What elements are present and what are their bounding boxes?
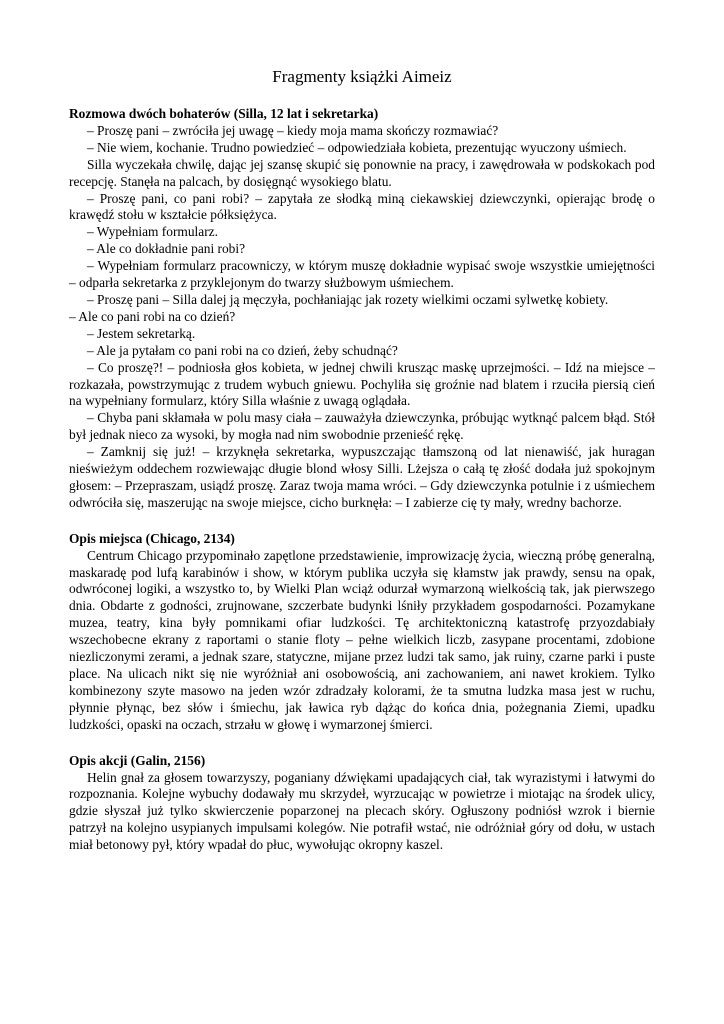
- paragraph: – Chyba pani skłamała w polu masy ciała – zauważyła dziewczynka, próbując wytknąć palcem błąd. Stół był jednak nieco za wysoki, by mogła nad nim swobodnie przenieść rękę.: [69, 410, 655, 443]
- paragraph: Silla wyczekała chwilę, dając jej szansę skupić się ponownie na pracy, i zawędrowała w podskokach pod recepcję. Stanęła na palcach, by dosięgnąć wysokiego blatu.: [69, 156, 655, 189]
- paragraph: – Nie wiem, kochanie. Trudno powiedzieć – odpowiedziała kobieta, prezentując wyuczony uśmiech.: [87, 139, 627, 155]
- paragraph: – Jestem sekretarką.: [87, 325, 196, 341]
- paragraph: Helin gnał za głosem towarzyszy, poganiany dźwiękami upadających ciał, tak wyrazistymi i łatwymi do rozpoznania. Kolejne wybuchy dodawały mu skrzydeł, wyrzucając w powietrze i miotając na środek ulicy, gdzie słyszał już tylko skwierczenie poparzonej na plecach skóry. Ogłuszony podniósł wzrok i biernie patrzył na kolejno usypianych impulsami kolegów. Nie potrafił wstać, nie odróżniał góry od dołu, w ustach miał betonowy pył, który wpadał do płuc, wywołując okropny kaszel.: [69, 769, 655, 853]
- paragraph: – Zamknij się już! – krzyknęła sekretarka, wypuszczając tłamszoną od lat nienawiść, jak huragan nieświeżym oddechem rozwiewając długie blond włosy Silli. Lżejsza o całą tę złość dodała już spokojnym głosem: – Przepraszam, usiądź proszę. Zaraz twoja mama wróci. – Gdy dziewczynka potulnie i z uśmiechem odwróciła się, maszerując na swoje miejsce, cicho burknęła: – I zabierze cię ty mały, wredny bachorze.: [69, 444, 655, 510]
- document-page: [69, 66, 655, 854]
- paragraph: – Co proszę?! – podniosła głos kobieta, w jednej chwili krusząc maskę uprzejmości. – Idź na miejsce – rozkazała, powstrzymując z trudem wybuch gniewu. Pochyliła się groźnie nad blatem i rzuciła piersią cień na wypełniany formularz, który Silla właśnie z uwagą oglądała.: [69, 359, 655, 409]
- section-action: [69, 753, 655, 854]
- paragraph: – Wypełniam formularz pracowniczy, w którym muszę dokładnie wypisać swoje wszystkie umiejętności – odparła sekretarka z przyklejonym do twarzy służbowym uśmiechem.: [69, 258, 655, 291]
- document-title: Fragmenty książki Aimeiz: [272, 67, 452, 86]
- paragraph: Centrum Chicago przypominało zapętlone przedstawienie, improwizację życia, wieczną próbę generalną, maskaradę pod lufą karabinów i show, w którym publika uczyła się kłamstw jak prawdy, sensu na opak, odwróconej logiki, a wszystko to, by Wielki Plan wciąż odurzał wymarzoną wielkością tak, jak pierwszego dnia. Obdarte z godności, zrujnowane, szczerbate budynki lśniły przykładem gospodarności. Pozamykane muzea, teatry, kina były pomnikami ofiar ludzkości. Tę architektoniczną katastrofę przyozdabiały wszechobecne ekrany z raportami o stanie floty – pełne wielkich liczb, zasypane procentami, zdobione niezliczonymi zerami, a jednak szare, statyczne, mijane przez ludzi tak samo, jak ruiny, czarne parki i puste place. Na ulicach nikt się nie wyróżniał ani osobowością, ani zachowaniem, ani nawet krokiem. Tylko kombinezony szyte masowo na jeden wzór zdradzały kolorami, że ta smutna ludzka masa jest w ruchu, płynnie płynąc, bez słów i śmiechu, jak ławica ryb dążąc do końca dnia, pożegnania Ziemi, upadku ludzkości, opaski na oczach, strzału w głowę i wymarzonej śmierci.: [69, 547, 655, 732]
- section-conversation: [69, 106, 655, 512]
- section-place: [69, 531, 655, 734]
- paragraph: – Ale co pani robi na co dzień?: [69, 308, 236, 324]
- paragraph: – Proszę pani, co pani robi? – zapytała ze słodką miną ciekawskiej dziewczynki, opierając brodę o krawędź stołu w kształcie półksiężyca.: [69, 190, 655, 223]
- paragraph: – Wypełniam formularz.: [87, 224, 218, 240]
- paragraph: – Ale co dokładnie pani robi?: [87, 241, 246, 257]
- section-heading: Opis akcji (Galin, 2156): [69, 752, 206, 768]
- paragraph: – Proszę pani – Silla dalej ją męczyła, pochłaniając jak rozety wielkimi oczami sylwetkę kobiety.: [87, 291, 609, 307]
- paragraph: – Proszę pani – zwróciła jej uwagę – kiedy moja mama skończy rozmawiać?: [87, 122, 499, 138]
- section-heading: Rozmowa dwóch bohaterów (Silla, 12 lat i sekretarka): [69, 106, 379, 121]
- paragraph: – Ale ja pytałam co pani robi na co dzień, żeby schudnąć?: [87, 342, 398, 358]
- section-heading: Opis miejsca (Chicago, 2134): [69, 530, 235, 546]
